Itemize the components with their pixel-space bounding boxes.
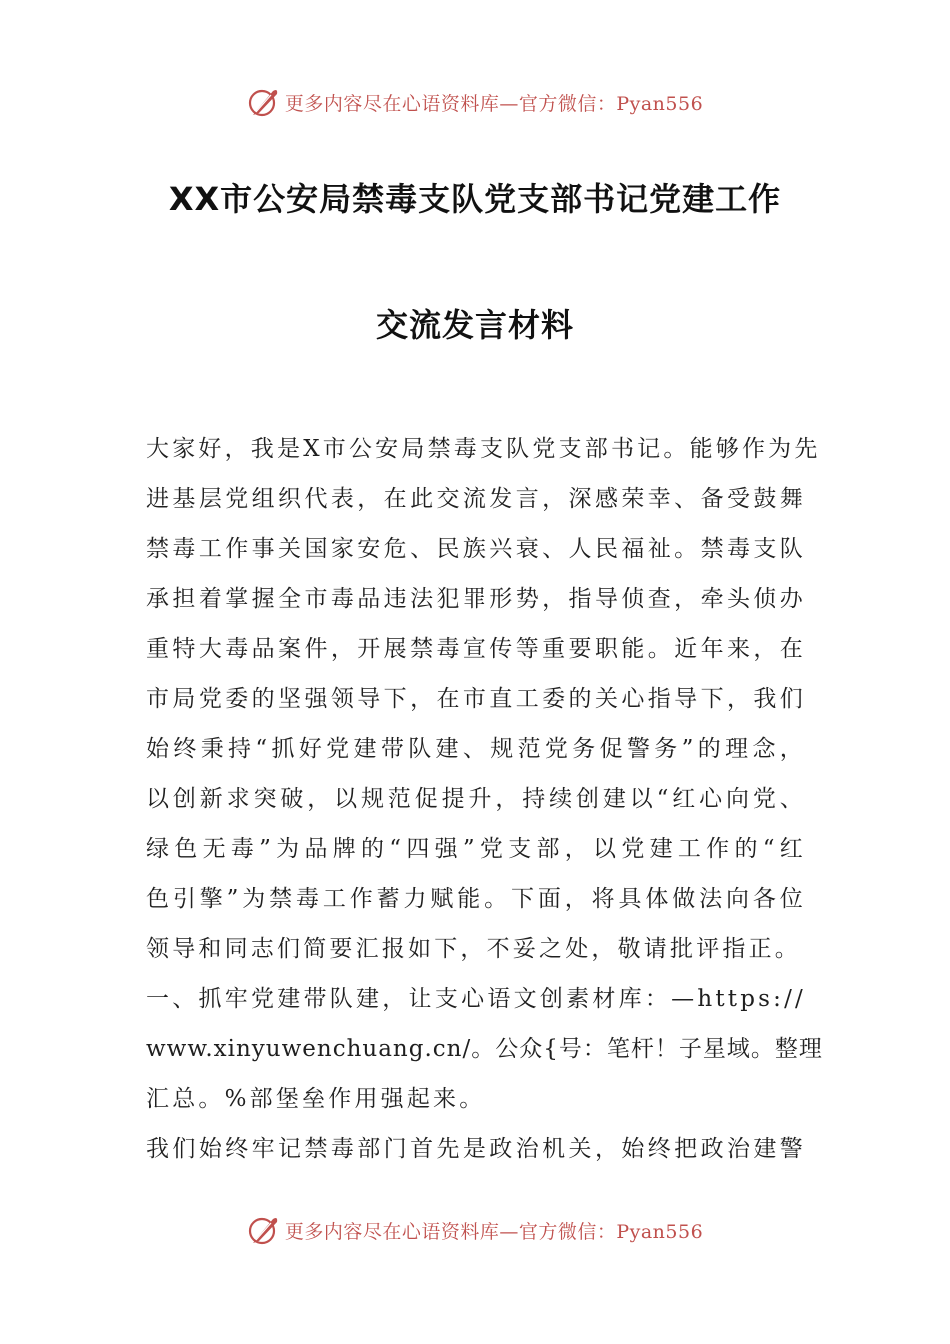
body-line: 我们始终牢记禁毒部门首先是政治机关，始终把政治建警 [146, 1136, 806, 1162]
body-line: 汇总。%部堡垒作用强起来。 [146, 1086, 486, 1112]
body-line: 一、抓牢党建带队建，让支心语文创素材库：—https:// [146, 986, 806, 1012]
body-line: 色引擎”为禁毒工作蓄力赋能。下面，将具体做法向各位 [146, 886, 806, 912]
watermark-text: 更多内容尽在心语资料库—官方微信：Pyan556 [284, 1220, 704, 1243]
body-line: 重特大毒品案件，开展禁毒宣传等重要职能。近年来，在 [146, 636, 806, 662]
body-line: 承担着掌握全市毒品违法犯罪形势，指导侦查，牵头侦办 [146, 586, 806, 612]
document-title-line-2: 交流发言材料 [375, 306, 574, 344]
document-title-line-1: XX市公安局禁毒支队党支部书记党建工作 [168, 180, 782, 218]
watermark-text: 更多内容尽在心语资料库—官方微信：Pyan556 [284, 92, 704, 115]
body-line: 进基层党组织代表，在此交流发言，深感荣幸、备受鼓舞 [146, 486, 806, 512]
body-line: www.xinyuwenchuang.cn/。公众{号：笔杆！子星域。整理 [146, 1036, 823, 1062]
body-line: 以创新求突破，以规范促提升，持续创建以“红心向党、 [146, 786, 806, 812]
body-line: 市局党委的坚强领导下，在市直工委的关心指导下，我们 [146, 686, 806, 712]
header-watermark [0, 84, 950, 120]
footer-watermark [0, 1212, 950, 1248]
quill-pen-logo-icon [247, 85, 281, 119]
body-line: 绿色无毒”为品牌的“四强”党支部，以党建工作的“红 [146, 836, 806, 862]
body-line: 始终秉持“抓好党建带队建、规范党务促警务”的理念， [146, 736, 806, 762]
body-line: 领导和同志们简要汇报如下，不妥之处，敬请批评指正。 [146, 936, 801, 962]
body-line: 大家好，我是X市公安局禁毒支队党支部书记。能够作为先 [146, 436, 821, 462]
quill-pen-logo-icon [247, 1213, 281, 1247]
body-line: 禁毒工作事关国家安危、民族兴衰、人民福祉。禁毒支队 [146, 536, 806, 562]
